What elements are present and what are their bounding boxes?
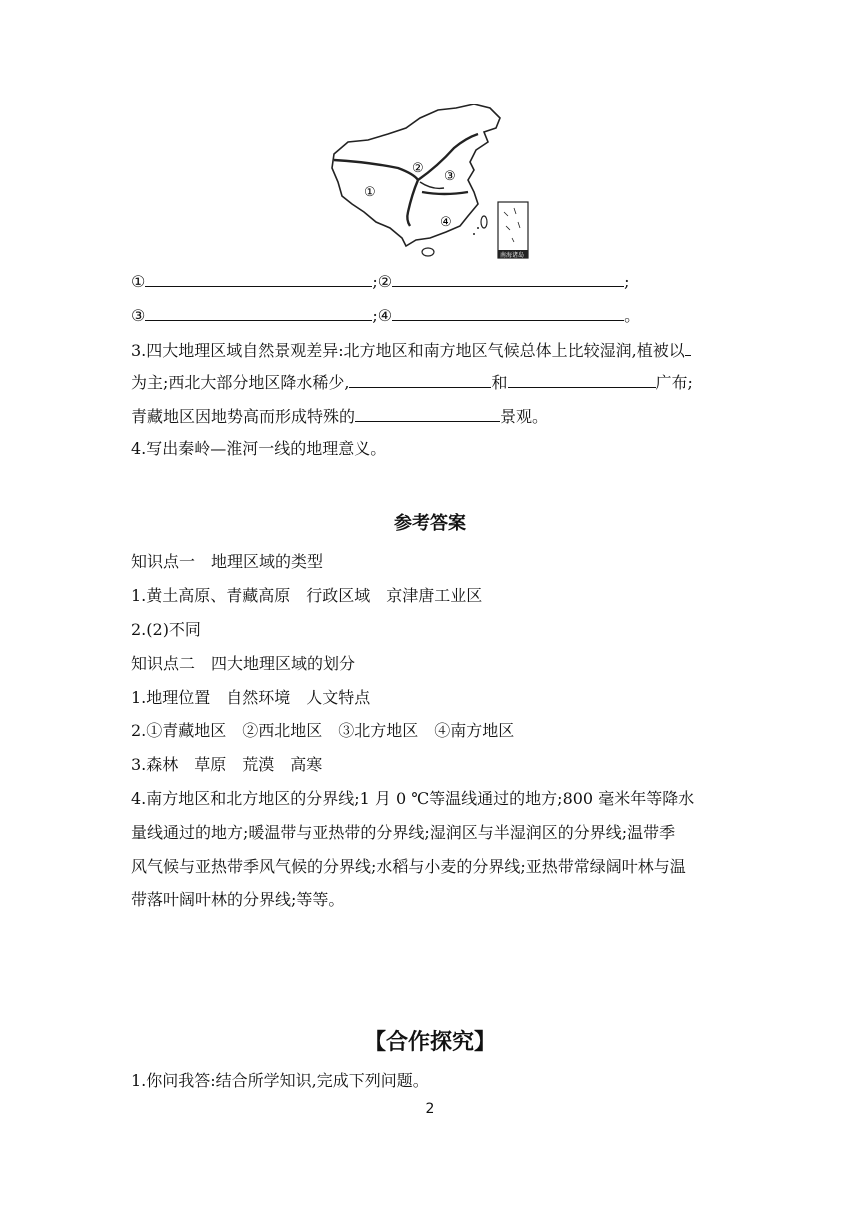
map-label-4: ④ [440,215,452,230]
q3-text-2c: 广布; [655,373,693,392]
map-label-3: ③ [444,169,456,184]
q3-blank-2[interactable] [508,371,656,388]
answer-line: 量线通过的地方;暖温带与亚热带的分界线;湿润区与半湿润区的分界线;温带季 [131,823,676,842]
q3-line-3 [131,405,548,427]
row-end-2: 。 [624,306,641,325]
blank-label-4: ;④ [372,306,393,325]
q3-text-2a: 为主;西北大部分地区降水稀少, [131,373,350,392]
q3-text-2b: 和 [491,373,508,392]
blanks-row-1 [131,270,629,292]
blank-3[interactable] [145,304,372,321]
answers-title: 参考答案 [394,513,466,534]
q3-text-3a: 青藏地区因地势高而形成特殊的 [131,407,356,426]
answer-line: 1.地理位置 自然环境 人文特点 [131,688,371,707]
blank-1[interactable] [145,270,372,287]
blank-label-2: ;② [372,272,393,291]
map-label-2: ② [412,161,424,176]
blank-label-3: ③ [131,306,146,325]
q3-text-1: 3.四大地理区域自然景观差异:北方地区和南方地区气候总体上比较湿润,植被以 [131,341,685,360]
blank-label-1: ① [131,272,146,291]
q3-blank-0[interactable] [685,339,691,356]
answer-line: 2.(2)不同 [131,620,201,639]
south-china-sea-inset [498,202,528,258]
q3-blank-1[interactable] [349,371,491,388]
inset-label: 南海诸岛 [500,252,525,259]
q4-text: 4.写出秦岭—淮河一线的地理意义。 [131,439,387,458]
answer-line: 知识点一 地理区域的类型 [131,552,324,571]
coop-question: 1.你问我答:结合所学知识,完成下列问题。 [131,1071,429,1090]
q3-line-1 [131,339,691,361]
china-regions-map [328,104,534,262]
q3-blank-3[interactable] [355,405,500,422]
map-label-1: ① [364,185,376,200]
q3-line-2 [131,371,693,393]
answer-line: 带落叶阔叶林的分界线;等等。 [131,890,345,909]
coop-title: 【合作探究】 [363,1030,496,1055]
answer-line: 风气候与亚热带季风气候的分界线;水稻与小麦的分界线;亚热带常绿阔叶林与温 [131,857,686,876]
map-graphic [328,104,534,262]
answer-line: 3.森林 草原 荒漠 高寒 [131,755,323,774]
answer-line: 2.①青藏地区 ②西北地区 ③北方地区 ④南方地区 [131,721,515,740]
blank-4[interactable] [392,304,624,321]
q3-text-3b: 景观。 [500,407,549,426]
answer-line: 知识点二 四大地理区域的划分 [131,654,356,673]
blanks-row-2 [131,304,640,326]
blank-2[interactable] [392,270,624,287]
answer-line: 4.南方地区和北方地区的分界线;1 月 0 ℃等温线通过的地方;800 毫米年等降水 [131,789,695,808]
page-number: 2 [425,1101,435,1117]
row-end-1: ; [624,272,630,291]
answer-line: 1.黄土高原、青藏高原 行政区域 京津唐工业区 [131,586,483,605]
